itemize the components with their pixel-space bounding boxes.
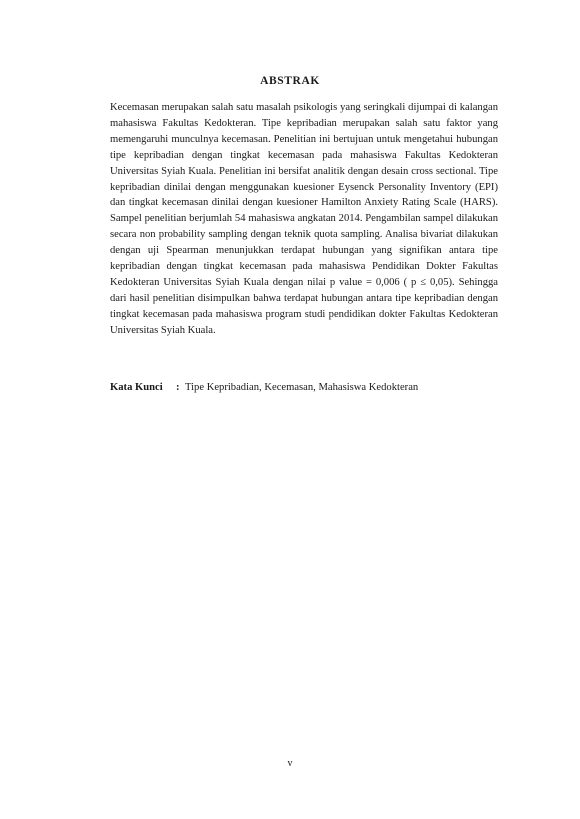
abstract-paragraph: Kecemasan merupakan salah satu masalah psikologis yang seringkali dijumpai di kalangan mahasiswa Fakultas Kedokteran. Tipe kepribadian merupakan salah satu faktor yang memengaruhi munculnya kecemasan. Penelitian ini bertujuan untuk mengetahui hubungan tipe kepribadian dengan tingkat kecemasan pada mahasiswa Fakultas Kedokteran Universitas Syiah Kuala. Penelitian ini bersifat analitik dengan desain cross sectional. Tipe kepribadian dinilai dengan menggunakan kuesioner Eysenck Personality Inventory (EPI) dan tingkat kecemasan dinilai dengan kuesioner Hamilton Anxiety Rating Scale (HARS). Sampel penelitian berjumlah 54 mahasiswa angkatan 2014. Pengambilan sampel dilakukan secara non probability sampling dengan teknik quota sampling. Analisa bivariat dilakukan dengan uji Spearman menunjukkan terdapat hubungan yang signifikan antara tipe kepribadian dengan tingkat kecemasan pada mahasiswa Pendidikan Dokter Fakultas Kedokteran Universitas Syiah Kuala dengan nilai p value = 0,006 ( p ≤ 0,05). Sehingga dari hasil penelitian disimpulkan bahwa terdapat hubungan antara tipe kepribadian dengan tingkat kecemasan pada mahasiswa program studi pendidikan dokter Fakultas Kedokteran Universitas Syiah Kuala. (110, 102, 498, 336)
keywords-line (110, 380, 510, 396)
abstract-heading: ABSTRAK (260, 75, 320, 87)
keywords-colon: : (176, 382, 180, 393)
page-number: v (287, 758, 293, 769)
keywords-label: Kata Kunci (110, 382, 163, 393)
keywords-value: Tipe Kepribadian, Kecemasan, Mahasiswa Kedokteran (185, 382, 419, 393)
abstract-body (110, 100, 498, 339)
